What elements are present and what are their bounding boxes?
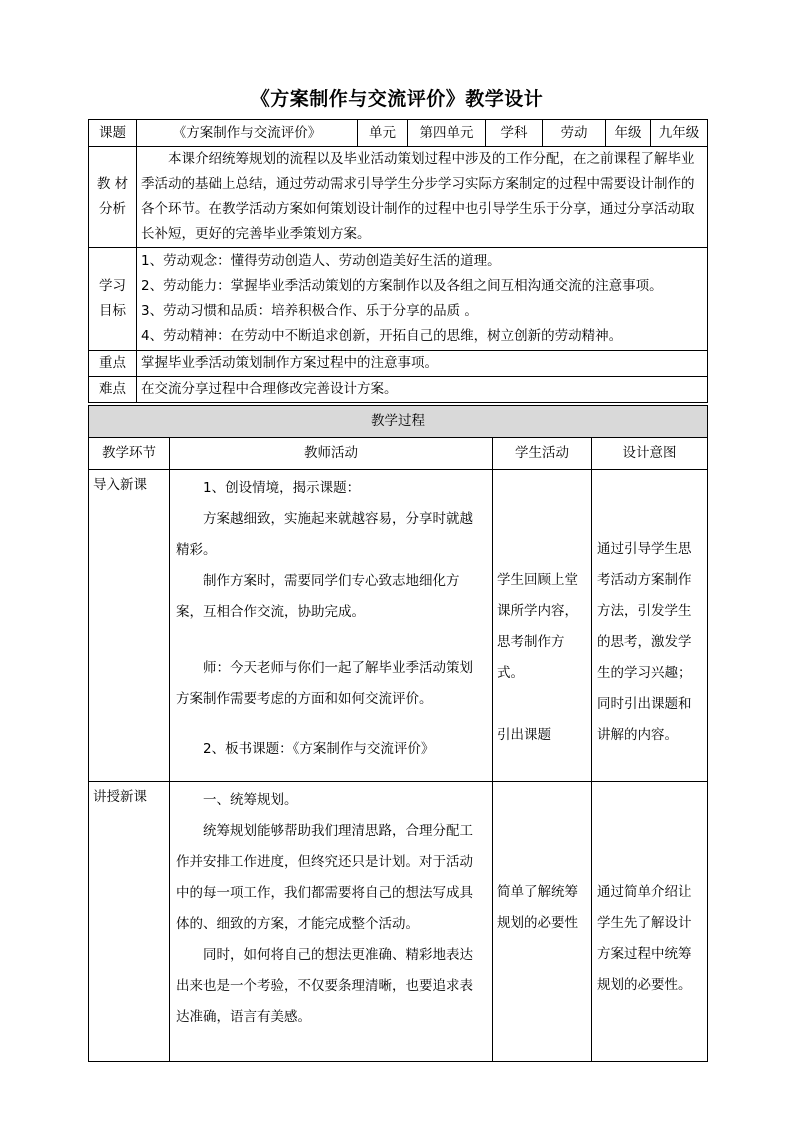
header-stage: 教学环节 — [89, 438, 170, 470]
goals-label-line2: 目标 — [99, 303, 126, 319]
teacher-cell — [170, 782, 493, 1062]
goals-label-line1: 学习 — [99, 278, 126, 294]
unit-label: 单元 — [358, 120, 408, 147]
goal-item: 2、劳动能力：掌握毕业季活动策划的方案制作以及各组之间互相沟通交流的注意事项。 — [141, 278, 663, 294]
process-table — [88, 405, 708, 1062]
student-cell: 简单了解统筹规划的必要性 — [493, 782, 592, 1062]
difficulty-text: 在交流分享过程中合理修改完善设计方案。 — [137, 377, 708, 403]
stage-cell: 导入新课 — [89, 470, 170, 782]
grade-label: 年级 — [606, 120, 651, 147]
teacher-cell — [170, 470, 493, 782]
student-text: 引出课题 — [497, 727, 551, 743]
table-row — [89, 470, 708, 782]
student-cell — [493, 470, 592, 782]
analysis-label-line1: 教 材 — [96, 176, 129, 192]
teacher-paragraph: 2、板书课题：《方案制作与交流评价》 — [203, 741, 435, 757]
difficulty-label: 难点 — [89, 377, 137, 403]
teacher-paragraph: 1、创设情境，揭示课题： — [203, 480, 361, 496]
teacher-paragraph: 同时，如何将自己的想法更准确、精彩地表达出来也是一个考验，不仅要条理清晰，也要追求表达准确，语言有美感。 — [176, 947, 473, 1025]
analysis-label — [89, 147, 137, 248]
subject-value: 劳动 — [543, 120, 606, 147]
goals-label — [89, 248, 137, 351]
subject-label: 学科 — [486, 120, 543, 147]
table-row — [89, 782, 708, 1062]
unit-value: 第四单元 — [408, 120, 486, 147]
teacher-paragraph: 统筹规划能够帮助我们理清思路，合理分配工作并安排工作进度，但终究还只是计划。对于活动中的每一项工作，我们都需要将自己的想法写成具体的、细致的方案，才能完成整个活动。 — [176, 823, 473, 932]
goal-item: 3、劳动习惯和品质：培养积极合作、乐于分享的品质 。 — [141, 303, 478, 319]
grade-value: 九年级 — [651, 120, 708, 147]
stage-cell: 讲授新课 — [89, 782, 170, 1062]
key-text: 掌握毕业季活动策划制作方案过程中的注意事项。 — [137, 351, 708, 377]
header-student: 学生活动 — [493, 438, 592, 470]
topic-value: 《方案制作与交流评价》 — [137, 120, 358, 147]
teacher-paragraph: 方案越细致，实施起来就越容易，分享时就越精彩。 — [176, 511, 473, 558]
goal-item: 1、劳动观念：懂得劳动创造人、劳动创造美好生活的道理。 — [141, 253, 501, 269]
page-title: 《方案制作与交流评价》教学设计 — [250, 88, 544, 110]
header-teacher: 教师活动 — [170, 438, 493, 470]
info-table — [88, 119, 708, 403]
topic-label: 课题 — [89, 120, 137, 147]
student-text: 学生回顾上堂课所学内容，思考制作方式。 — [497, 572, 578, 681]
intent-cell: 通过简单介绍让学生先了解设计方案过程中统筹规划的必要性。 — [592, 782, 708, 1062]
intent-cell: 通过引导学生思考活动方案制作方法，引发学生的思考，激发学生的学习兴趣；同时引出课题和讲解的内容。 — [592, 470, 708, 782]
key-label: 重点 — [89, 351, 137, 377]
teacher-paragraph: 制作方案时，需要同学们专心致志地细化方案，互相合作交流，协助完成。 — [176, 573, 460, 620]
teacher-paragraph: 一、统筹规划。 — [203, 792, 298, 808]
process-section-title: 教学过程 — [89, 406, 708, 438]
analysis-label-line2: 分析 — [99, 201, 126, 217]
analysis-text: 本课介绍统筹规划的流程以及毕业活动策划过程中涉及的工作分配，在之前课程了解毕业季活动的基础上总结，通过劳动需求引导学生分步学习实际方案制定的过程中需要设计制作的各个环节。在教学活动方案如何策划设计制作的过程中也引导学生乐于分享，通过分享活动取长补短，更好的完善毕业季策划方案。 — [141, 151, 695, 242]
teacher-paragraph: 师：今天老师与你们一起了解毕业季活动策划方案制作需要考虑的方面和如何交流评价。 — [176, 660, 473, 707]
header-intent: 设计意图 — [592, 438, 708, 470]
goal-item: 4、劳动精神：在劳动中不断追求创新，开拓自己的思维，树立创新的劳动精神。 — [141, 328, 623, 344]
